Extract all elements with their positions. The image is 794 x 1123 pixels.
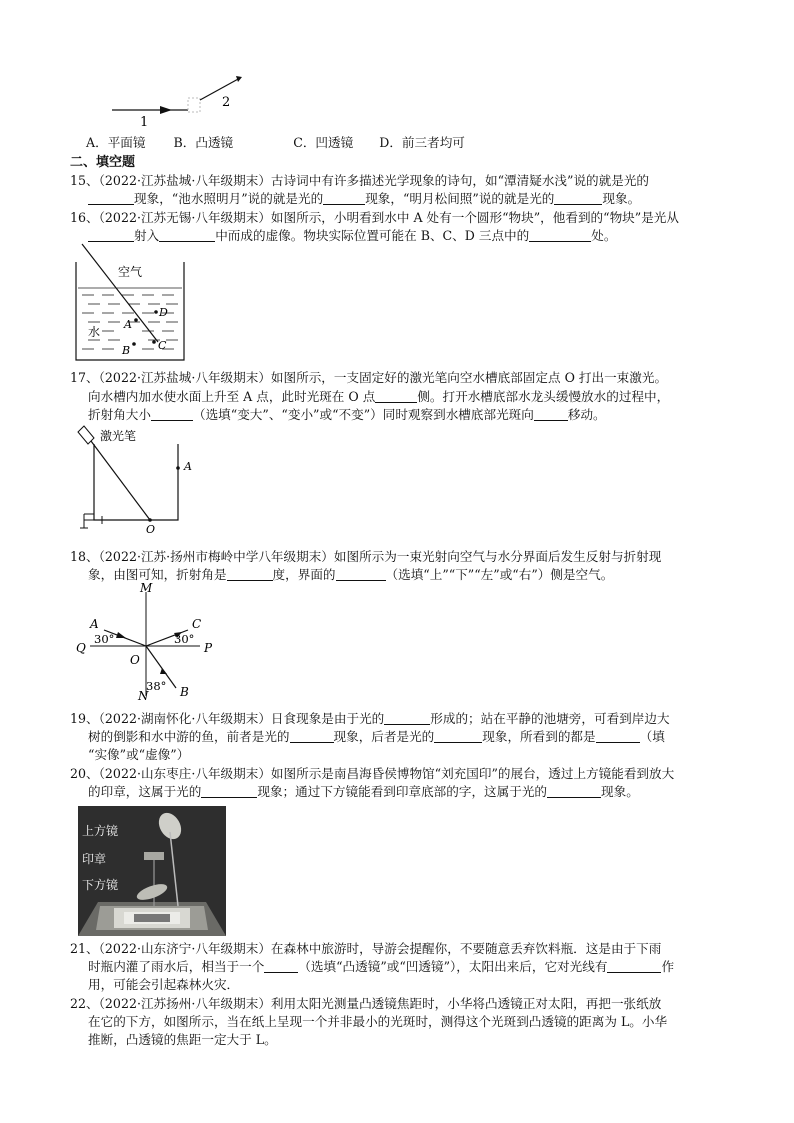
point-d: D (159, 306, 168, 319)
air-label: 空气 (118, 265, 143, 279)
q22-line1: 22、（2022·江苏扬州·八年级期末）利用太阳光测量凸透镜焦距时，小华将凸透镜正对太阳，再把一张纸放 (70, 996, 662, 1011)
q17-line3: 折射角大小 （选填“变大”、“变小”或“不变”）同时观察到水槽底部光斑向 移动。 (88, 407, 606, 422)
blank[interactable] (88, 191, 134, 205)
blank[interactable] (264, 959, 298, 973)
seal-display-photo (78, 806, 226, 936)
blank[interactable] (290, 729, 334, 743)
label-b: B (180, 685, 189, 699)
blank[interactable] (151, 407, 193, 421)
q17-line2: 向水槽内加水使水面上升至 A 点，此时光斑在 O 点 侧。打开水槽底部水龙头缓慢放水的过程中， (88, 389, 670, 404)
q21-line1: 21、（2022·山东济宁·八年级期末）在森林中旅游时，导游会提醒你，不要随意丢弃饮料瓶．这是由于下雨 (70, 941, 662, 956)
seal-label: 印章 (82, 852, 107, 866)
blank[interactable] (596, 729, 640, 743)
q19-line2: 树的倒影和水中游的鱼，前者是光的 现象，后者是光的 现象，所看到的都是 （填 (88, 729, 665, 744)
label-a: A (90, 617, 99, 631)
label-o: O (130, 653, 140, 667)
blank[interactable] (375, 389, 417, 403)
point-c: C (158, 339, 167, 352)
blank[interactable] (336, 567, 386, 581)
option-c: C．凹透镜 (293, 135, 354, 150)
blank[interactable] (547, 784, 601, 798)
angle-bottom: 38° (146, 679, 167, 693)
blank[interactable] (529, 228, 591, 242)
label-q: Q (76, 641, 86, 655)
blank[interactable] (201, 784, 257, 798)
q15-line2: 现象，“池水照明月”说的就是光的 现象，“明月松间照”说的就是光的 现象。 (88, 189, 730, 208)
blank[interactable] (434, 729, 482, 743)
option-a: A．平面镜 (86, 135, 146, 150)
q22-line3: 推断，凸透镜的焦距一定大于 L。 (88, 1032, 277, 1047)
point-b: B (122, 344, 131, 357)
q18-line1: 18、（2022·江苏·扬州市梅岭中学八年级期末）如图所示为一束光射向空气与水分界面后发生反射与折射现 (70, 549, 662, 564)
fig18-reflection-refraction (74, 582, 224, 702)
blank[interactable] (534, 407, 568, 421)
option-d: D．前三者均可 (379, 135, 465, 150)
blank[interactable] (88, 228, 134, 242)
ray-label-1: 1 (140, 115, 149, 130)
q21-line2: 时瓶内灌了雨水后，相当于一个 （选填“凸透镜”或“凹透镜”），太阳出来后，它对光线有 作 (88, 959, 675, 974)
fig16-water-tank (72, 242, 192, 364)
ray-label-2: 2 (222, 95, 231, 110)
q14-options (86, 133, 746, 152)
q16-line2: 射入 中而成的虚像。物块实际位置可能在 B、C、D 三点中的 处。 (88, 226, 730, 245)
section-title: 二、填空题 (70, 155, 136, 170)
label-m: M (140, 582, 153, 595)
q22-line2: 在它的下方，如图所示，当在纸上呈现一个并非最小的光斑时，测得这个光斑到凸透镜的距离为 L。小华 (88, 1014, 668, 1029)
q14-figure (100, 70, 250, 130)
q20-line1: 20、（2022·山东枣庄·八年级期末）如图所示是南昌海昏侯博物馆“刘充国印”的展台，透过上方镜能看到放大 (70, 766, 675, 781)
label-c: C (192, 617, 202, 631)
q19-line3: “实像”或“虚像”） (88, 747, 190, 762)
fig17-laser-tank (72, 424, 202, 536)
q21-line3: 用，可能会引起森林火灾． (88, 977, 240, 992)
q15-line1: 15、（2022·江苏盐城·八年级期末）古诗词中有许多描述光学现象的诗句，如“潭清疑水浅”说的就是光的 (70, 173, 650, 188)
blank[interactable] (554, 191, 602, 205)
blank[interactable] (159, 228, 215, 242)
point-a: A (124, 318, 132, 331)
blank[interactable] (607, 959, 661, 973)
angle-right: 30° (174, 632, 195, 646)
point-a: A (184, 460, 192, 473)
angle-left: 30° (94, 632, 115, 646)
q18-line2: 象，由图可知，折射角是 度，界面的 （选填“上”“下”“左”或“右”）侧是空气。 (88, 567, 614, 582)
blank[interactable] (384, 711, 430, 725)
q17-line1: 17、（2022·江苏盐城·八年级期末）如图所示，一支固定好的激光笔向空水槽底部固定点 O 打出一束激光。 (70, 370, 668, 385)
q19-line1: 19、（2022·湖南怀化·八年级期末）日食现象是由于光的 形成的；站在平静的池塘旁，可看到岸边大 (70, 711, 670, 726)
blank[interactable] (323, 191, 365, 205)
point-o: O (146, 523, 156, 536)
lower-mirror-label: 下方镜 (82, 878, 119, 892)
blank[interactable] (227, 567, 273, 581)
upper-mirror-label: 上方镜 (82, 824, 119, 838)
option-b: B．凸透镜 (173, 135, 234, 150)
q20-line2: 的印章，这属于光的 现象；通过下方镜能看到印章底部的字，这属于光的 现象。 (88, 784, 639, 799)
label-p: P (204, 641, 213, 655)
water-label: 水 (88, 325, 101, 339)
label-n: N (138, 689, 149, 702)
q16-line1: 16、（2022·江苏无锡·八年级期末）如图所示，小明看到水中 A 处有一个圆形“物块”，他看到的“物块”是光从 (70, 210, 679, 225)
laser-pen-label: 激光笔 (100, 429, 137, 443)
